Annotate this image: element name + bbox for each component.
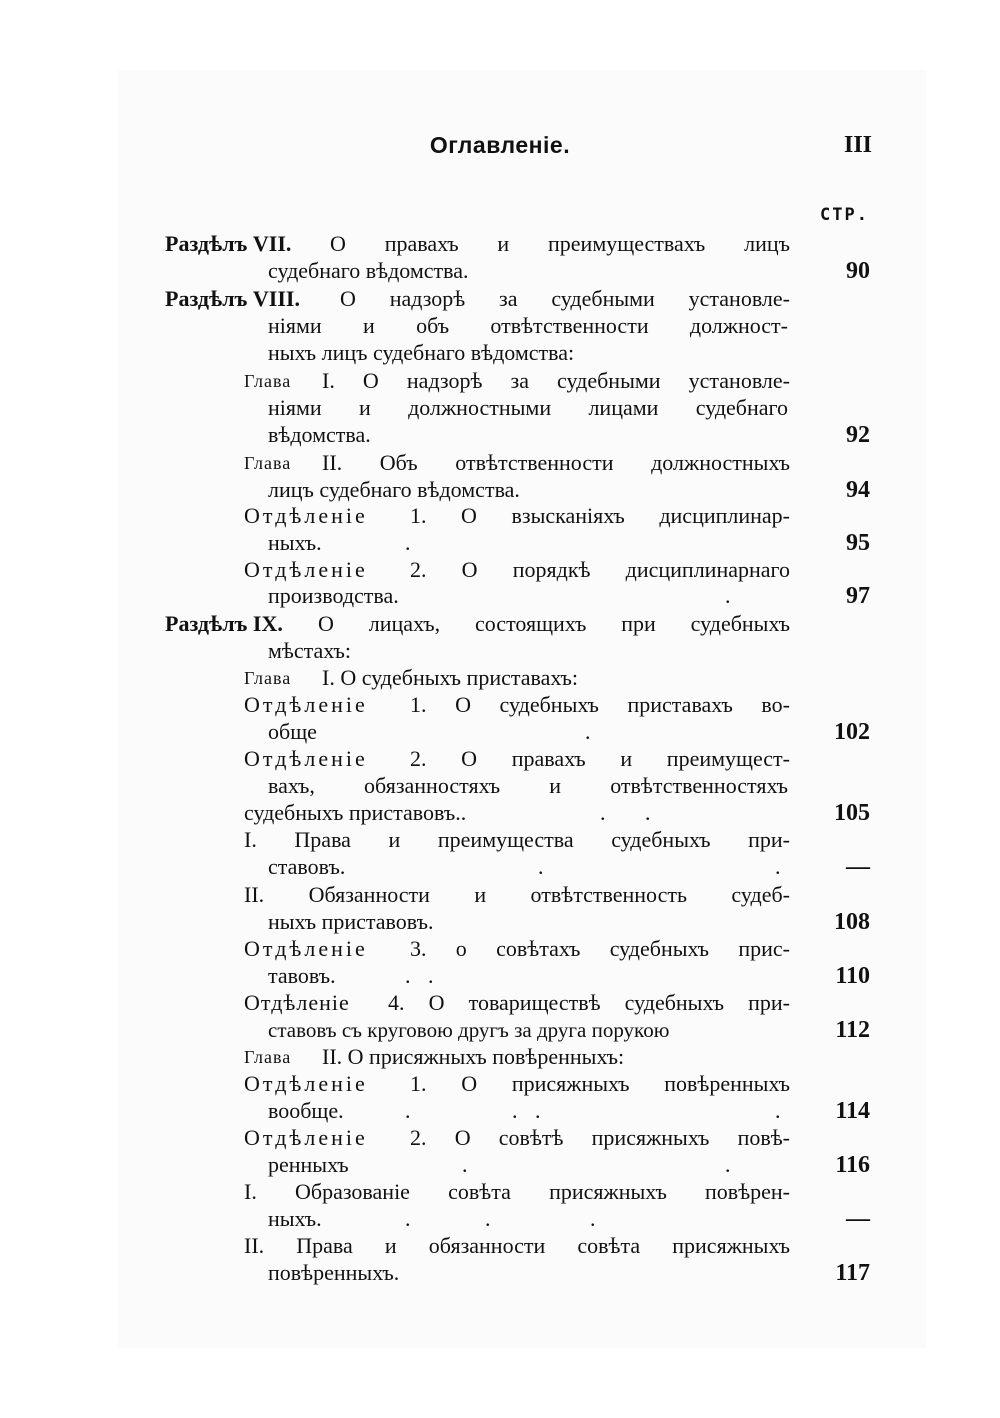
page-number: 94 (846, 477, 870, 503)
chapter-title-cont: лицъ судебнаго вѣдомства. (268, 477, 520, 502)
folio-number: III (844, 132, 873, 158)
toc-line (0, 1179, 1000, 1205)
leader-dot: . (535, 1098, 541, 1123)
section-title: О лицахъ, состоящихъ при судебныхъ (318, 611, 790, 636)
page-number: — (846, 854, 870, 880)
item-title: I. Образованіе совѣта присяжныхъ повѣрен- (244, 1179, 790, 1204)
subsection-label: Отдѣленіе (244, 503, 368, 528)
toc-line (0, 882, 1000, 908)
chapter-title: II. Объ отвѣтственности должностныхъ (322, 450, 790, 475)
subsection-title-cont: судебныхъ приставовъ.. (244, 800, 467, 825)
leader-dot: . (600, 800, 606, 825)
item-title: II. Права и обязанности совѣта присяжныхъ (244, 1233, 790, 1258)
subsection-title: 1. О взысканіяхъ дисциплинар- (410, 503, 790, 528)
toc-line (0, 611, 1000, 637)
subsection-title: 3. о совѣтахъ судебныхъ прис- (410, 936, 790, 961)
leader-dot: . (405, 1098, 411, 1123)
leader-dot: . (538, 854, 544, 879)
leader-dot: . (775, 1098, 781, 1123)
item-title-cont: ныхъ приставовъ. (268, 909, 434, 934)
chapter-label: Глава (244, 453, 292, 473)
subsection-title-cont: ренныхъ (268, 1152, 349, 1177)
item-title-cont: ставовъ. (268, 854, 346, 879)
section-title-cont: ныхъ лицъ судебнаго вѣдомства: (268, 340, 575, 365)
page-number: 108 (834, 909, 870, 935)
item-title-cont: ныхъ. (268, 1206, 322, 1231)
item-title: II. Обязанности и отвѣтственность судеб- (244, 882, 790, 907)
subsection-label: Отдѣленіе (244, 557, 368, 582)
chapter-label: Глава (244, 1047, 292, 1067)
page-number: 105 (834, 800, 870, 826)
leader-dot: . (645, 800, 651, 825)
subsection-title-cont: обще (268, 719, 317, 744)
leader-dot: . (725, 1152, 731, 1177)
leader-dot: . (725, 583, 731, 608)
toc-line (0, 395, 1000, 421)
leader-dot: . (405, 530, 411, 555)
toc-line (0, 1206, 1000, 1232)
section-title-cont: судебнаго вѣдомства. (268, 258, 469, 283)
toc-line (0, 827, 1000, 853)
leader-dot: . (462, 1152, 468, 1177)
leader-dot: . (428, 963, 434, 988)
toc-line (0, 450, 1000, 476)
leader-dot: . (485, 1206, 491, 1231)
page-number: 110 (835, 963, 870, 989)
subsection-label: Отдѣленіе (244, 746, 368, 771)
page-title: Оглавленіе. (429, 132, 571, 158)
chapter-title: I. О судебныхъ приставахъ: (322, 665, 579, 690)
chapter-title-cont: ніями и должностными лицами судебнаго (268, 395, 788, 420)
subsection-title: 4. О товариществѣ судебныхъ при- (388, 990, 790, 1015)
toc-line (0, 990, 1000, 1016)
page-number: 97 (846, 583, 870, 609)
subsection-title-cont: вахъ, обязанностяхъ и отвѣтственностяхъ (268, 773, 788, 798)
subsection-label: Отдѣленіе (244, 1071, 368, 1096)
toc-line (0, 1125, 1000, 1151)
section-label: Раздѣлъ IX. (165, 611, 283, 636)
leader-dot: . (585, 719, 591, 744)
toc-line (0, 368, 1000, 394)
toc-line (0, 557, 1000, 583)
page-number: 92 (846, 422, 870, 448)
subsection-label: Отдѣленіе (244, 1125, 368, 1150)
toc-line (0, 638, 1000, 664)
toc-line (0, 692, 1000, 718)
leader-dot: . (512, 1098, 518, 1123)
subsection-title-cont: вообще. (268, 1098, 344, 1123)
toc-line (0, 530, 1000, 556)
section-title-cont: ніями и объ отвѣтственности должност- (268, 313, 788, 338)
leader-dot: . (405, 963, 411, 988)
toc-line (0, 909, 1000, 935)
toc-line (0, 1044, 1000, 1070)
page-number: — (846, 1206, 870, 1232)
toc-line (0, 854, 1000, 880)
toc-line (0, 583, 1000, 609)
page-number: 112 (835, 1017, 870, 1043)
subsection-title: 2. О совѣтѣ присяжныхъ повѣ- (410, 1125, 790, 1150)
section-label: Раздѣлъ VIII. (165, 286, 300, 311)
pages-column-header: СТР. (820, 205, 869, 225)
leader-dot: . (775, 854, 781, 879)
section-label: Раздѣлъ VII. (165, 231, 292, 256)
subsection-label: Отдѣленіе (244, 692, 368, 717)
page-number: 95 (846, 530, 870, 556)
toc-line (0, 936, 1000, 962)
item-title: I. Права и преимущества судебныхъ при- (244, 827, 790, 852)
subsection-title-cont: ныхъ. (268, 530, 322, 555)
toc-line (0, 503, 1000, 529)
chapter-title-cont: вѣдомства. (268, 422, 371, 447)
toc-line (0, 963, 1000, 989)
toc-line (0, 477, 1000, 503)
toc-line (0, 1233, 1000, 1259)
subsection-title: 2. О порядкѣ дисциплинарнаго (410, 557, 790, 582)
toc-line (0, 1260, 1000, 1286)
toc-line (0, 746, 1000, 772)
toc-line (0, 286, 1000, 312)
toc-line (0, 340, 1000, 366)
subsection-title: 2. О правахъ и преимущест- (410, 746, 790, 771)
toc-line (0, 1071, 1000, 1097)
leader-dot: . (405, 1206, 411, 1231)
subsection-label: Отдѣленіе (244, 990, 350, 1015)
page-number: 116 (835, 1152, 870, 1178)
subsection-title: 1. О присяжныхъ повѣренныхъ (410, 1071, 790, 1096)
toc-line (0, 1152, 1000, 1178)
chapter-label: Глава (244, 668, 292, 688)
toc-line (0, 1017, 1000, 1043)
chapter-title: II. О присяжныхъ повѣренныхъ: (322, 1044, 625, 1069)
toc-line (0, 1098, 1000, 1124)
section-title: О правахъ и преимуществахъ лицъ (330, 231, 790, 256)
toc-line (0, 773, 1000, 799)
item-title-cont: повѣренныхъ. (268, 1260, 400, 1285)
toc-line (0, 422, 1000, 448)
page-number: 90 (846, 258, 870, 284)
toc-line (0, 231, 1000, 257)
subsection-label: Отдѣленіе (244, 936, 368, 961)
page-number: 117 (835, 1260, 870, 1286)
toc-line (0, 800, 1000, 826)
toc-line (0, 258, 1000, 284)
chapter-title: I. О надзорѣ за судебными установле- (322, 368, 790, 393)
chapter-label: Глава (244, 371, 292, 391)
page-number: 114 (835, 1098, 870, 1124)
subsection-title: 1. О судебныхъ приставахъ во- (410, 692, 790, 717)
toc-line (0, 313, 1000, 339)
subsection-title-cont: ставовъ съ круговою другъ за друга порукою (268, 1018, 670, 1042)
subsection-title-cont: тавовъ. (268, 963, 336, 988)
leader-dot: . (590, 1206, 596, 1231)
subsection-title-cont: производства. (268, 583, 399, 608)
toc-line (0, 719, 1000, 745)
toc-line (0, 665, 1000, 691)
section-title-cont: мѣстахъ: (268, 638, 351, 663)
page-number: 102 (834, 719, 870, 745)
section-title: О надзорѣ за судебными установле- (340, 286, 790, 311)
